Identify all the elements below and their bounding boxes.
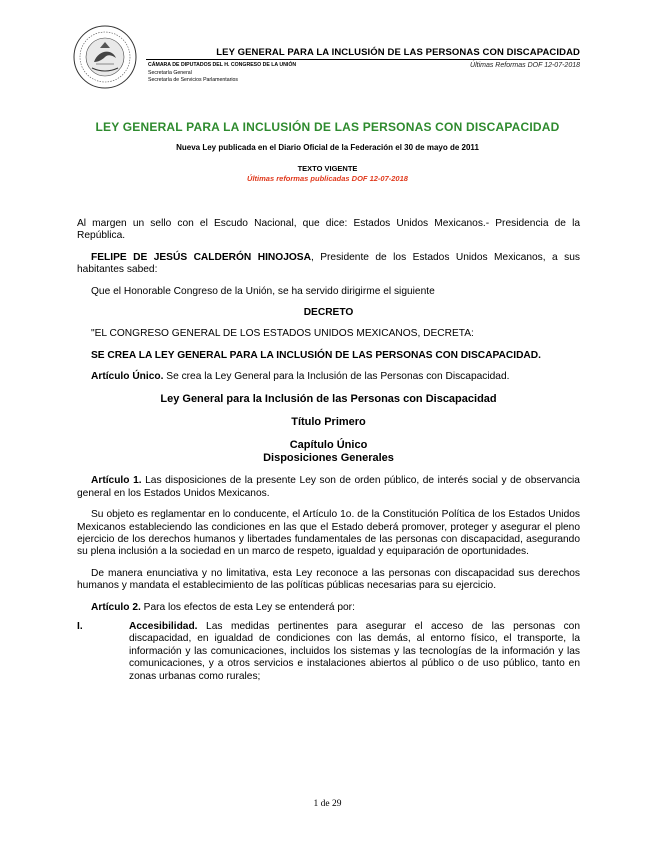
vigente-block bbox=[60, 164, 595, 183]
paragraph-se-crea: SE CREA LA LEY GENERAL PARA LA INCLUSIÓN DE LAS PERSONAS CON DISCAPACIDAD. bbox=[91, 349, 541, 361]
header-title: LEY GENERAL PARA LA INCLUSIÓN DE LAS PERSONAS CON DISCAPACIDAD bbox=[216, 47, 580, 58]
page-number: 1 de 29 bbox=[313, 799, 342, 809]
presidente-text: , Presidente de los Estados Unidos Mexicanos, a sus habitantes sabed: bbox=[77, 251, 580, 276]
header-secretaria-general: Secretaría General bbox=[148, 69, 192, 76]
paragraph-articulo-1 bbox=[77, 475, 580, 500]
articulo-2-text: Para los efectos de esta Ley se entenderá por: bbox=[140, 601, 355, 613]
header-chamber: CÁMARA DE DIPUTADOS DEL H. CONGRESO DE LA UNIÓN bbox=[148, 62, 297, 68]
paragraph-articulo-unico bbox=[77, 371, 580, 383]
paragraph-sello: Al margen un sello con el Escudo Nacional, que dice: Estados Unidos Mexicanos.- Presidencia de la República. bbox=[77, 218, 580, 242]
list-item-number: I. bbox=[77, 620, 83, 632]
paragraph-decreta: "EL CONGRESO GENERAL DE LOS ESTADOS UNIDOS MEXICANOS, DECRETA: bbox=[91, 328, 474, 340]
header-divider bbox=[146, 59, 580, 60]
law-main-title: LEY GENERAL PARA LA INCLUSIÓN DE LAS PERSONAS CON DISCAPACIDAD bbox=[95, 120, 560, 134]
accesibilidad-term: Accesibilidad. bbox=[129, 620, 198, 632]
texto-vigente: TEXTO VIGENTE bbox=[297, 164, 358, 173]
heading-titulo-primero: Título Primero bbox=[291, 416, 366, 429]
header-chamber-block bbox=[148, 62, 296, 85]
paragraph-objeto: Su objeto es reglamentar en lo conducente, el Artículo 1o. de la Constitución Política de los Estados Unidos Mexicanos estableciendo las condiciones en las que el Estado deberá promover, proteger y asegurar el pleno ejercicio de los derechos humanos y libertades fundamentales de las personas con discapacidad, asegurando su plena inclusión a la sociedad en un marco de respeto, igualdad y equiparación de oportunidades. bbox=[77, 509, 580, 558]
ultimas-reformas-publicadas: Últimas reformas publicadas DOF 12-07-2018 bbox=[247, 173, 408, 183]
presidente-name: FELIPE DE JESÚS CALDERÓN HINOJOSA bbox=[91, 251, 311, 263]
paragraph-articulo-2 bbox=[77, 602, 580, 614]
heading-law-name: Ley General para la Inclusión de las Personas con Discapacidad bbox=[160, 392, 497, 405]
list-item-text bbox=[129, 621, 580, 683]
heading-capitulo-unico: Capítulo Único bbox=[289, 439, 368, 452]
articulo-unico-label: Artículo Único. bbox=[91, 371, 164, 383]
header-secretaria-servicios: Secretaría de Servicios Parlamentarios bbox=[148, 77, 238, 84]
paragraph-congreso: Que el Honorable Congreso de la Unión, se ha servido dirigirme el siguiente bbox=[91, 285, 435, 297]
header-ultimas-reformas: Últimas Reformas DOF 12-07-2018 bbox=[470, 62, 580, 69]
heading-disposiciones-generales: Disposiciones Generales bbox=[263, 451, 394, 464]
articulo-unico-text: Se crea la Ley General para la Inclusión de las Personas con Discapacidad. bbox=[163, 371, 510, 383]
list-item bbox=[77, 621, 580, 683]
articulo-1-label: Artículo 1. bbox=[91, 475, 142, 487]
heading-decreto: DECRETO bbox=[303, 307, 354, 319]
escudo-nacional-seal-icon bbox=[72, 24, 138, 90]
articulo-2-label: Artículo 2. bbox=[91, 601, 141, 613]
articulo-1-text: Las disposiciones de la presente Ley son de orden público, de interés social y de observancia general en los Estados Unidos Mexicanos. bbox=[77, 475, 580, 499]
document-body bbox=[77, 218, 580, 692]
paragraph-presidente bbox=[77, 252, 580, 277]
law-subtitle: Nueva Ley publicada en el Diario Oficial de la Federación el 30 de mayo de 2011 bbox=[176, 143, 479, 152]
paragraph-manera-enunciativa: De manera enunciativa y no limitativa, esta Ley reconoce a las personas con discapacidad sus derechos humanos y mandata el establecimiento de las políticas públicas necesarias para su ejercicio. bbox=[77, 567, 580, 592]
accesibilidad-definition: Las medidas pertinentes para asegurar el acceso de las personas con discapacidad, en igualdad de condiciones con las demás, al entorno físico, el transporte, la información y las comunicaciones, incluidos los sistemas y las tecnologías de la información y las comunicaciones, y a otros servicios e instalaciones abiertos al público o de uso público, tanto en zonas urbanas como rurales; bbox=[129, 620, 580, 682]
